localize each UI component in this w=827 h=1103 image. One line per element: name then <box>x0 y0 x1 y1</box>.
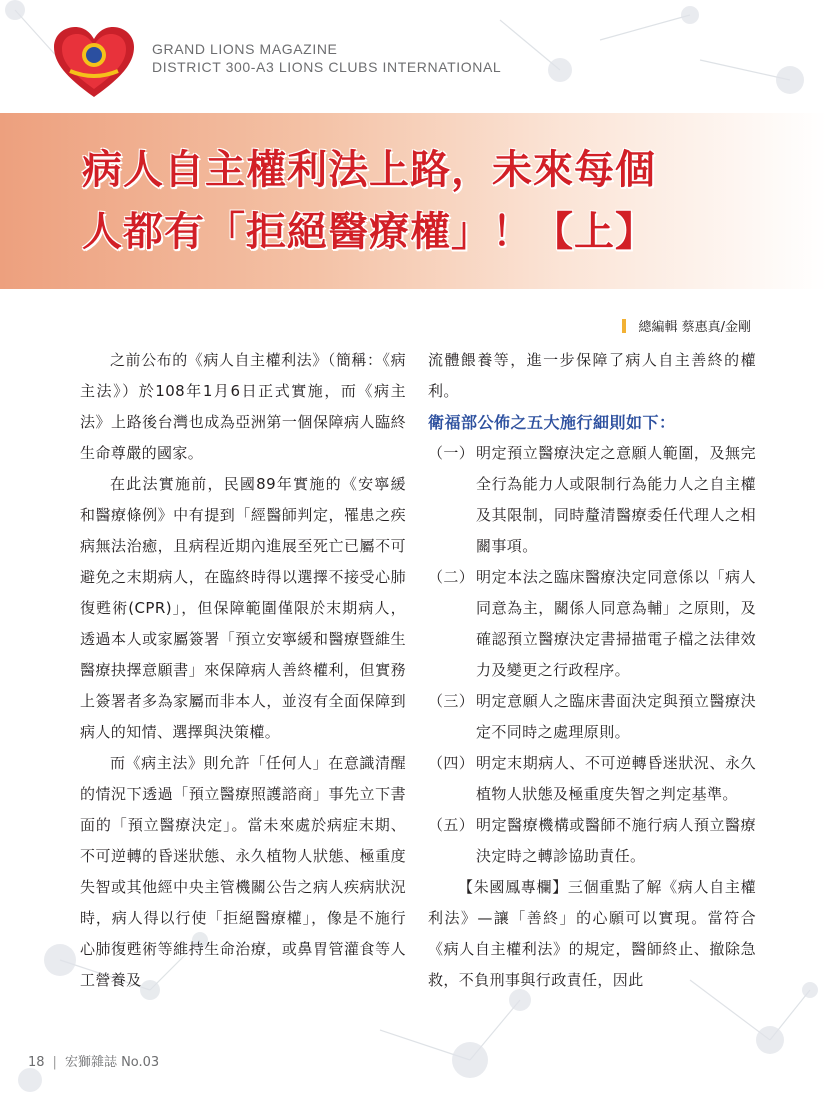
author-byline <box>622 316 751 335</box>
list-item <box>428 438 756 562</box>
paragraph-column-closing: 【朱國鳳專欄】三個重點了解《病人自主權利法》—讓「善終」的心願可以實現。當符合《病人自主權利法》的規定，醫師終止、撤除急救，不負刑事與行政責任，因此 <box>428 878 756 989</box>
list-item-number: （二） <box>428 568 475 586</box>
list-item-text: 明定本法之臨床醫療決定同意係以「病人同意為主，關係人同意為輔」之原則，及確認預立醫療決定書掃描電子檔之法律效力及變更之行政程序。 <box>476 568 756 679</box>
footer-magazine-issue: 宏獅雜誌 No.03 <box>64 1055 160 1070</box>
article-title <box>82 139 762 263</box>
page-number: 18 <box>28 1055 45 1070</box>
list-item-text: 明定預立醫療決定之意願人範圍，及無完全行為能力人或限制行為能力人之自主權及其限制，同時釐清醫療委任代理人之相關事項。 <box>476 444 756 555</box>
article-title-line-2: 人都有「拒絕醫療權」！【上】 <box>82 209 656 255</box>
list-item-number: （三） <box>428 692 475 710</box>
page-footer <box>28 1051 159 1070</box>
magazine-district: DISTRICT 300-A3 LIONS CLUBS INTERNATIONAL <box>152 59 502 75</box>
list-item-text: 明定意願人之臨床書面決定與預立醫療決定不同時之處理原則。 <box>476 692 756 741</box>
section-heading: 衛福部公佈之五大施行細則如下： <box>428 413 676 432</box>
list-item-text: 明定醫療機構或醫師不施行病人預立醫療決定時之轉診協助責任。 <box>476 816 756 865</box>
list-item-text: 明定末期病人、不可逆轉昏迷狀況、永久植物人狀態及極重度失智之判定基準。 <box>476 754 756 803</box>
footer-separator: | <box>52 1055 57 1070</box>
list-item-number: （一） <box>428 444 475 462</box>
magazine-name: GRAND LIONS MAGAZINE <box>152 41 338 57</box>
list-item-number: （四） <box>428 754 475 772</box>
article-title-line-1: 病人自主權利法上路，未來每個 <box>82 147 656 193</box>
list-item <box>428 562 756 686</box>
list-item <box>428 686 756 748</box>
left-column <box>80 345 406 996</box>
paragraph-continuation: 流體餵養等，進一步保障了病人自主善終的權利。 <box>428 351 756 400</box>
list-item <box>428 810 756 872</box>
byline-accent-bar <box>622 319 626 333</box>
lions-heart-logo <box>52 27 136 99</box>
paragraph-intro: 之前公布的《病人自主權利法》（簡稱：《病主法》）於108年1月6日正式實施，而《病主法》上路後台灣也成為亞洲第一個保障病人臨終生命尊嚴的國家。 <box>80 351 406 462</box>
right-column <box>428 345 756 996</box>
paragraph-new-law: 而《病主法》則允許「任何人」在意識清醒的情況下透過「預立醫療照護諮商」事先立下書面的「預立醫療決定」。當未來處於病症末期、不可逆轉的昏迷狀態、永久植物人狀態、極重度失智或其他經中央主管機關公告之病人疾病狀況時，病人得以行使「拒絕醫療權」，像是不施行心肺復甦術等維持生命治療，或鼻胃管灌食等人工營養及 <box>80 754 406 989</box>
list-item-number: （五） <box>428 816 475 834</box>
list-item <box>428 748 756 810</box>
byline-text: 總編輯 蔡惠真/金剛 <box>638 320 751 335</box>
magazine-header <box>152 40 501 76</box>
paragraph-history: 在此法實施前，民國89年實施的《安寧緩和醫療條例》中有提到「經醫師判定，罹患之疾病無法治癒，且病程近期內進展至死亡已屬不可避免之末期病人，在臨終時得以選擇不接受心肺復甦術(CPR)」，但保障範圍僅限於末期病人，透過本人或家屬簽署「預立安寧緩和醫療暨維生醫療抉擇意願書」來保障病人善終權利，但實務上簽署者多為家屬而非本人，並沒有全面保障到病人的知情、選擇與決策權。 <box>80 475 406 741</box>
